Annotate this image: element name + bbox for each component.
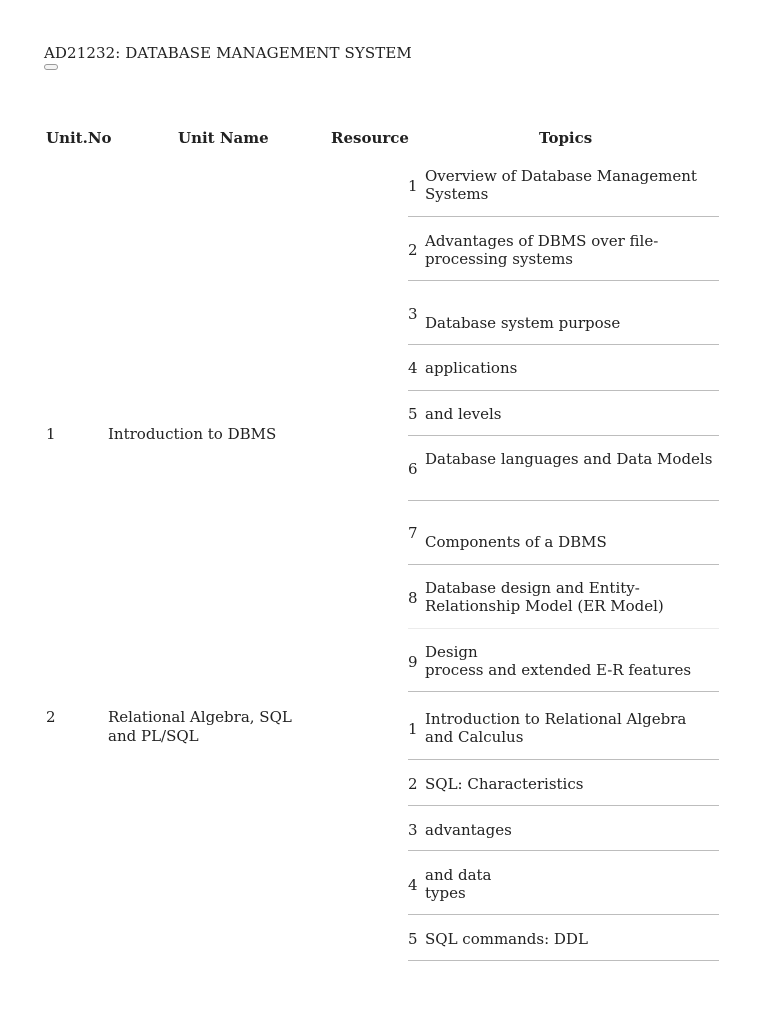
topic-row — [408, 281, 719, 345]
topic-row — [408, 760, 719, 806]
topic-row — [408, 806, 719, 851]
topic-text: and levels — [425, 405, 502, 423]
topic-text: SQL commands: DDL — [425, 930, 588, 948]
column-header-topics: Topics — [539, 129, 593, 147]
topic-number: 1 — [408, 177, 418, 195]
course-title: AD21232: DATABASE MANAGEMENT SYSTEM — [44, 44, 412, 62]
topic-row — [408, 436, 719, 501]
topic-number: 3 — [408, 305, 418, 323]
topic-text: Introduction to Relational Algebra and Calculus — [425, 710, 687, 746]
unit-number: 1 — [46, 425, 56, 443]
topic-text: Overview of Database Management Systems — [425, 167, 697, 203]
topic-row — [408, 915, 719, 961]
topic-row — [408, 565, 719, 629]
topic-text: Database system purpose — [425, 314, 621, 332]
topic-number: 2 — [408, 775, 418, 793]
topic-text: and data types — [425, 866, 492, 902]
unit-name: Introduction to DBMS — [108, 425, 277, 443]
expand-toggle[interactable] — [44, 64, 58, 70]
topic-text: Advantages of DBMS over file-processing systems — [425, 232, 659, 268]
column-header-unit-name: Unit Name — [178, 129, 269, 147]
topic-number: 5 — [408, 930, 418, 948]
unit-number: 2 — [46, 708, 56, 726]
topic-number: 9 — [408, 653, 418, 671]
topic-row — [408, 345, 719, 391]
topic-number: 4 — [408, 359, 418, 377]
topic-row — [408, 629, 719, 692]
topic-number: 6 — [408, 460, 418, 478]
topic-number: 1 — [408, 720, 418, 738]
topic-row — [408, 391, 719, 436]
topic-text: Database languages and Data Models — [425, 450, 713, 468]
column-header-unit-no: Unit.No — [46, 129, 112, 147]
topic-row — [408, 501, 719, 565]
topic-text: Components of a DBMS — [425, 533, 607, 551]
topic-text: applications — [425, 359, 518, 377]
topic-text: advantages — [425, 821, 512, 839]
topics-list — [408, 152, 719, 961]
topic-text: SQL: Characteristics — [425, 775, 584, 793]
column-header-resource: Resource — [331, 129, 409, 147]
topic-number: 8 — [408, 589, 418, 607]
topic-number: 5 — [408, 405, 418, 423]
topic-text: Database design and Entity-Relationship Model (ER Model) — [425, 579, 664, 615]
topic-row — [408, 851, 719, 915]
topic-number: 4 — [408, 876, 418, 894]
topic-number: 3 — [408, 821, 418, 839]
topic-row — [408, 217, 719, 281]
topic-row — [408, 692, 719, 760]
topic-row — [408, 152, 719, 217]
topic-number: 2 — [408, 241, 418, 259]
topic-text: Design process and extended E-R features — [425, 643, 692, 679]
topic-number: 7 — [408, 524, 418, 542]
unit-name: Relational Algebra, SQL and PL/SQL — [108, 708, 292, 745]
